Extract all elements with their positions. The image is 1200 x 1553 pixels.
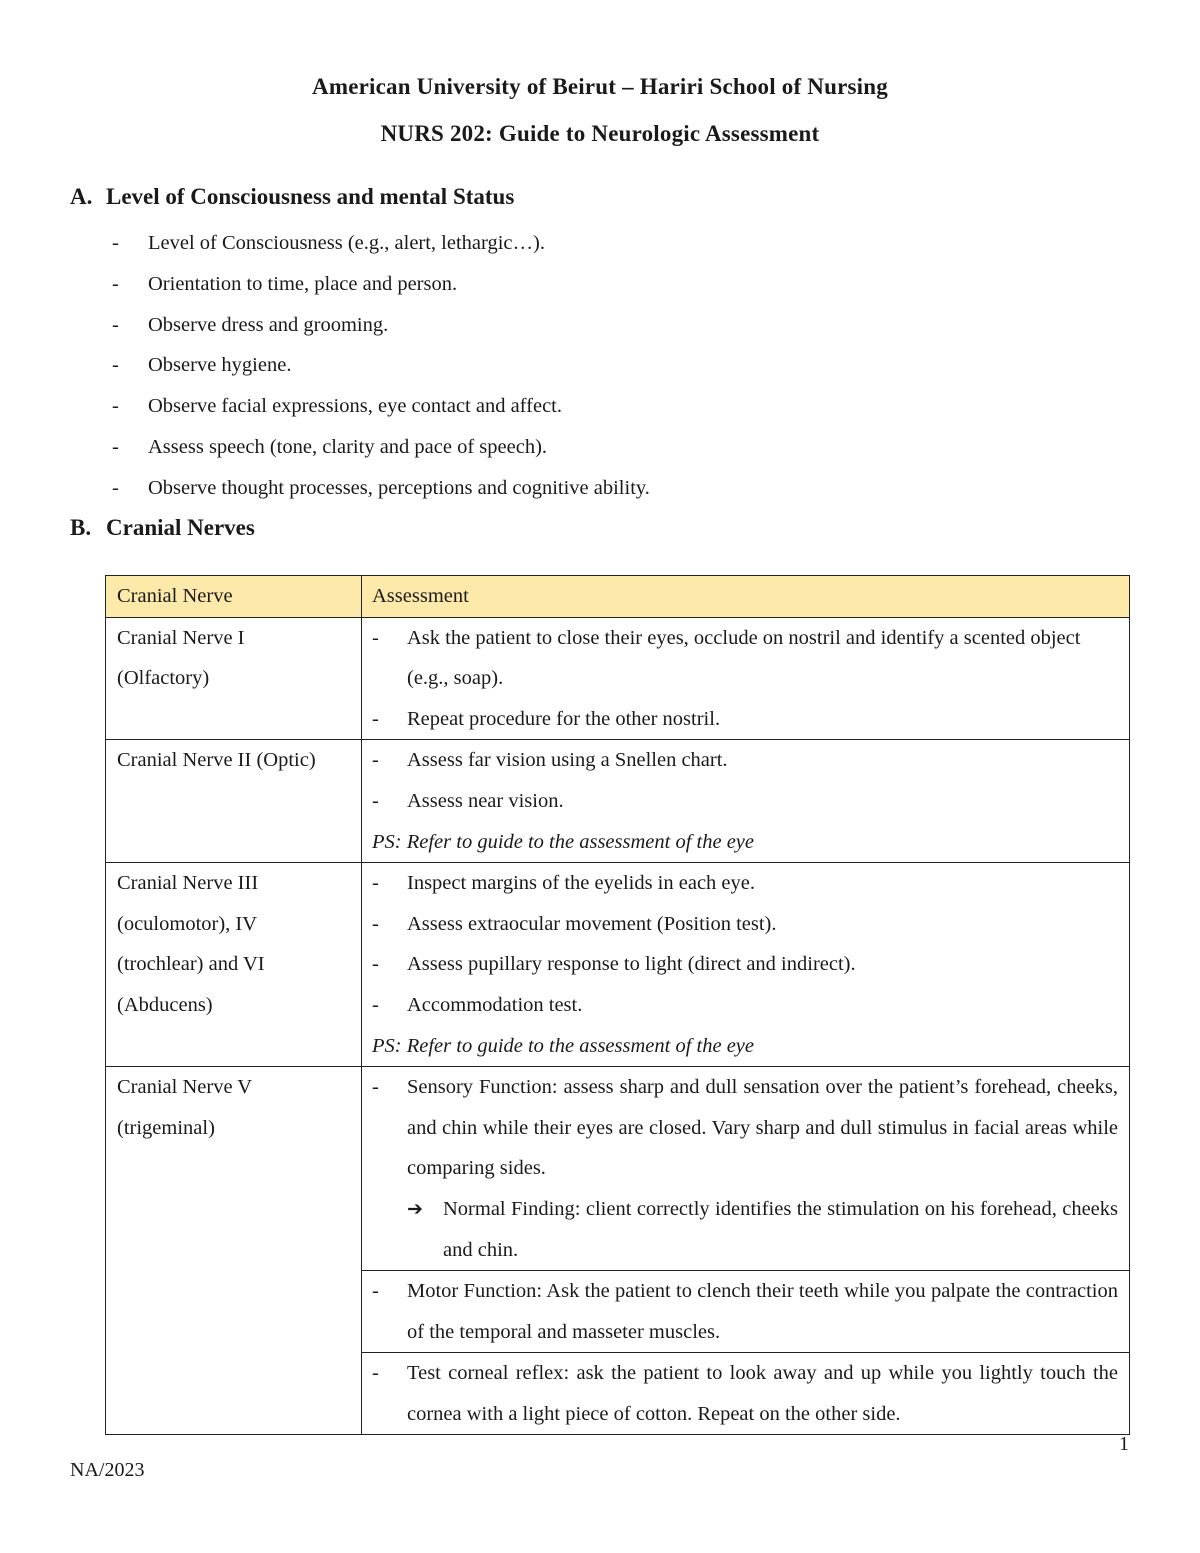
assessment-item: - Inspect margins of the eyelids in each eye.	[372, 872, 755, 895]
list-item: - Observe thought processes, perceptions and cognitive ability.	[112, 476, 650, 499]
assessment-item: - Assess pupillary response to light (direct and indirect).	[372, 953, 856, 976]
header-cranial-nerve: Cranial Nerve	[106, 576, 362, 618]
consciousness-list	[112, 228, 650, 514]
list-item: - Observe facial expressions, eye contact and affect.	[112, 395, 562, 418]
section-b-title: Cranial Nerves	[106, 515, 255, 540]
section-b-heading	[70, 515, 255, 541]
section-a-heading	[70, 184, 514, 210]
normal-finding: ➔ Normal Finding: client correctly identifies the stimulation on his forehead, cheeks and chin.	[372, 1189, 1118, 1270]
footer-text: NA/2023	[70, 1459, 145, 1481]
nerve-cell: Cranial Nerve I (Olfactory)	[106, 617, 362, 740]
list-item: - Assess speech (tone, clarity and pace of speech).	[112, 435, 548, 458]
motor-function-item: - Motor Function: Ask the patient to clench their teeth while you palpate the contraction of the temporal and masseter muscles.	[372, 1280, 1118, 1343]
corneal-reflex-item: - Test corneal reflex: ask the patient to look away and up while you lightly touch the cornea with a light piece of cotton. Repeat on the other side.	[372, 1362, 1118, 1425]
assessment-cell	[362, 1067, 1130, 1271]
list-item: - Level of Consciousness (e.g., alert, lethargic…).	[112, 232, 545, 254]
table-row	[106, 740, 1130, 863]
ps-note: PS: Refer to guide to the assessment of the eye	[372, 1034, 754, 1057]
nerve-cell: Cranial Nerve V (trigeminal)	[106, 1067, 362, 1435]
assessment-cell	[362, 1271, 1130, 1353]
page-number: 1	[1119, 1433, 1129, 1455]
nerve-cell: Cranial Nerve III (oculomotor), IV (trochlear) and VI (Abducens)	[106, 863, 362, 1067]
list-item: - Observe hygiene.	[112, 354, 292, 377]
assessment-item: - Accommodation test.	[372, 993, 583, 1016]
ps-note: PS: Refer to guide to the assessment of the eye	[372, 830, 754, 853]
assessment-item: - Ask the patient to close their eyes, occlude on nostril and identify a scented object (e.g., soap).	[372, 626, 1081, 690]
institution-title: American University of Beirut – Hariri School of Nursing	[312, 74, 888, 99]
assessment-item: - Assess extraocular movement (Position test).	[372, 912, 777, 935]
table-header-row	[106, 576, 1130, 618]
assessment-item: - Assess far vision using a Snellen chart.	[372, 749, 728, 772]
table-row	[106, 863, 1130, 1067]
list-item: - Observe dress and grooming.	[112, 313, 389, 336]
arrow-right-icon: ➔	[407, 1197, 423, 1220]
assessment-item: - Assess near vision.	[372, 789, 564, 812]
section-a-letter: A.	[70, 184, 93, 209]
cranial-nerves-table	[105, 575, 1130, 1435]
assessment-cell	[362, 617, 1130, 740]
list-item: - Orientation to time, place and person.	[112, 272, 458, 295]
course-title: NURS 202: Guide to Neurologic Assessment	[380, 121, 820, 146]
assessment-cell	[362, 863, 1130, 1067]
header-assessment: Assessment	[362, 576, 1130, 618]
section-b-letter: B.	[70, 515, 92, 540]
nerve-cell: Cranial Nerve II (Optic)	[106, 740, 362, 863]
assessment-cell	[362, 740, 1130, 863]
table-row	[106, 1067, 1130, 1271]
sensory-function-item: - Sensory Function: assess sharp and dull sensation over the patient’s forehead, cheeks, and chin while their eyes are closed. Vary sharp and dull stimulus in facial areas while comparing sides.	[372, 1076, 1118, 1180]
table-row	[106, 617, 1130, 740]
assessment-item: - Repeat procedure for the other nostril.	[372, 707, 721, 730]
assessment-cell	[362, 1353, 1130, 1435]
section-a-title: Level of Consciousness and mental Status	[106, 184, 515, 209]
